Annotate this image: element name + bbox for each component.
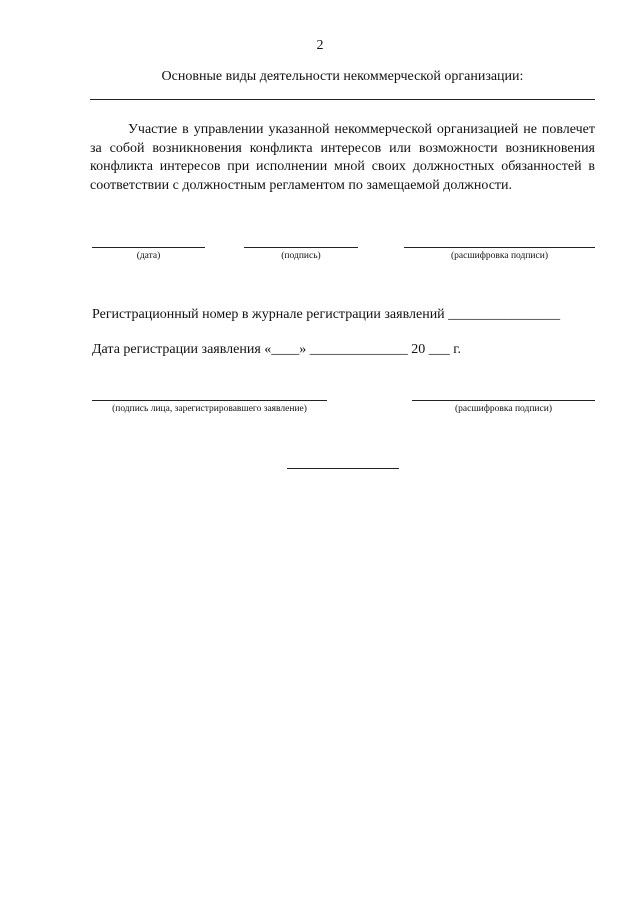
end-separator-line: [287, 468, 399, 469]
registrar-signature-line: [92, 400, 327, 401]
section-heading: Основные виды деятельности некоммерческой организации:: [161, 69, 524, 84]
heading-underline: [90, 99, 595, 100]
signature-line: [244, 247, 358, 248]
date-caption: (дата): [136, 251, 161, 261]
registrar-decoding-caption: (расшифровка подписи): [455, 404, 552, 414]
date-line: [92, 247, 205, 248]
signature-caption: (подпись): [281, 251, 321, 261]
registrar-signature-caption: (подпись лица, зарегистрировавшего заявление): [112, 404, 307, 414]
statement-paragraph: Участие в управлении указанной некоммерческой организацией не повлечет за собой возникновения конфликта интересов или возможности возникновения конфликта интересов при исполнении мной своих должностных обязанностей в соответствии с должностным регламентом по замещаемой должности.: [90, 122, 595, 193]
page-number: 2: [316, 38, 324, 53]
registration-date-line: Дата регистрации заявления «____» ______________ 20 ___ г.: [92, 342, 461, 357]
registrar-decoding-line: [412, 400, 595, 401]
registration-number-line: Регистрационный номер в журнале регистрации заявлений ________________: [92, 307, 561, 322]
signature-decoding-caption: (расшифровка подписи): [451, 251, 548, 261]
signature-decoding-line: [404, 247, 595, 248]
